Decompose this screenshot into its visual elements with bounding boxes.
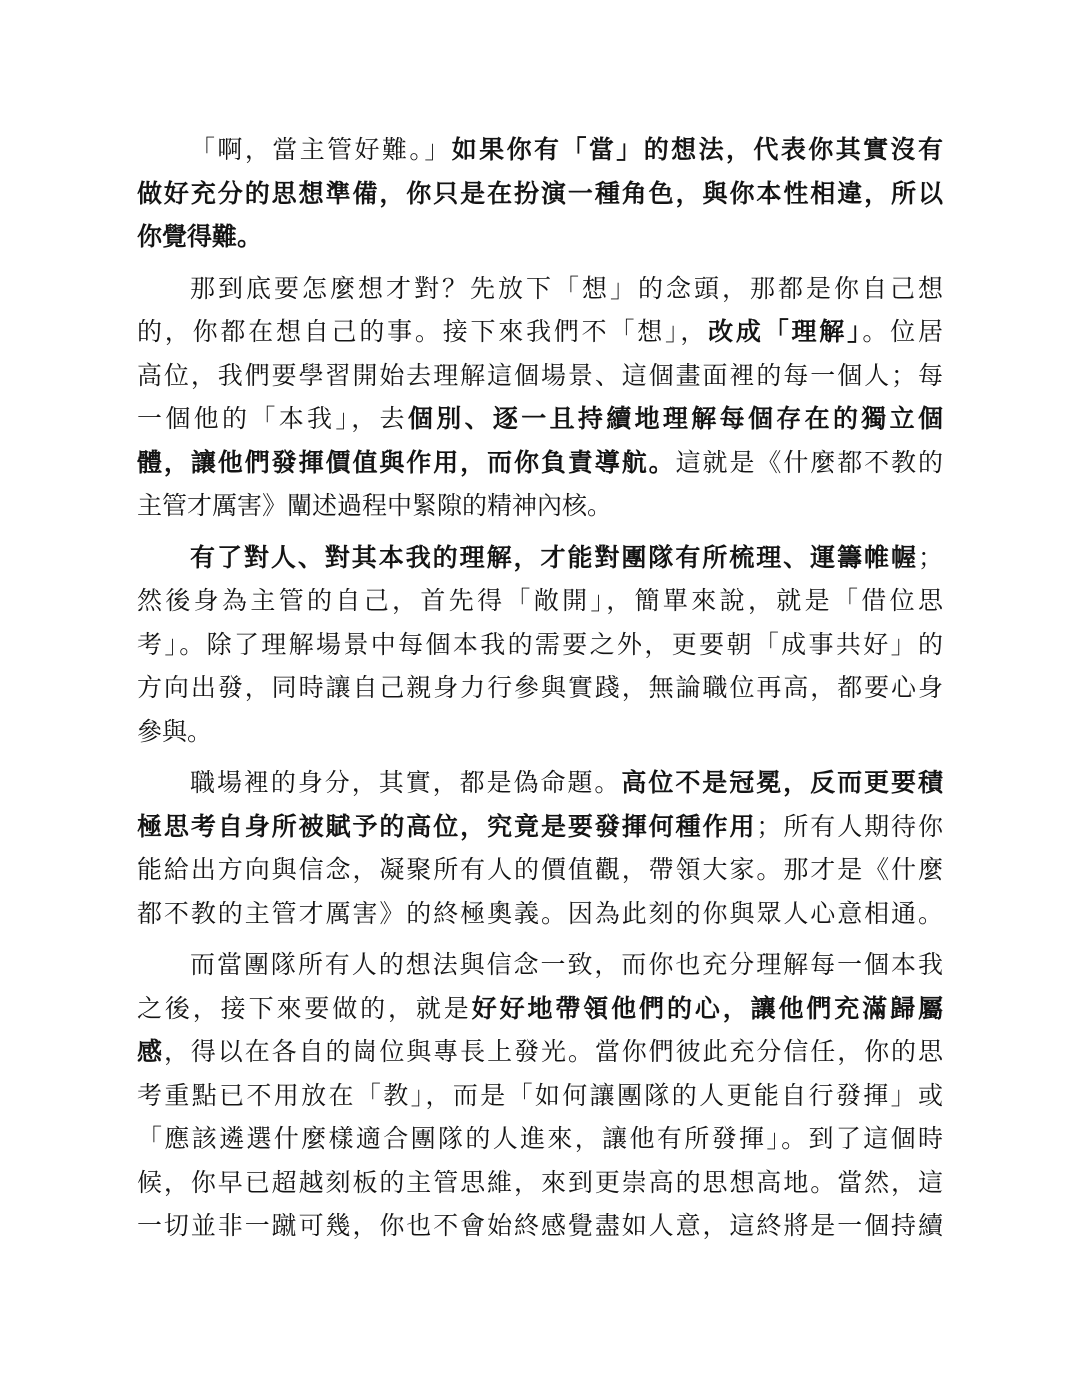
text-run: 然後身為主管的自己，首先得「敞開」，簡單來說，就是「借位思 bbox=[137, 586, 943, 615]
text-run: 「應該遴選什麼樣適合團隊的人進來，讓他有所發揮」。到了這個時 bbox=[137, 1124, 943, 1153]
paragraph-2 bbox=[137, 267, 943, 528]
text-line bbox=[137, 892, 943, 936]
text-run: 一個他的「本我」，去 bbox=[137, 404, 408, 433]
bold-text-run: 體，讓他們發揮價值與作用，而你負責導航。 bbox=[137, 447, 676, 477]
paragraph-5 bbox=[137, 943, 943, 1248]
bold-text-run: 改成「理解」 bbox=[708, 317, 863, 346]
text-line bbox=[137, 848, 943, 892]
text-line bbox=[137, 1074, 943, 1118]
paragraph-3 bbox=[137, 536, 943, 754]
text-run: 參與。 bbox=[137, 716, 213, 746]
text-line bbox=[137, 536, 943, 580]
text-line bbox=[137, 215, 943, 259]
text-run: ；所有人期待你 bbox=[756, 811, 943, 841]
text-line bbox=[137, 354, 943, 398]
text-line bbox=[137, 1204, 943, 1248]
text-run: 方向出發，同時讓自己親身力行參與實踐，無論職位再高，都要心身 bbox=[137, 673, 943, 702]
text-run: 的，你都在想自己的事。接下來我們不「想」， bbox=[137, 317, 709, 346]
text-line bbox=[137, 1030, 943, 1074]
text-line bbox=[137, 267, 943, 311]
bold-text-run: 極思考自身所被賦予的高位，究竟是要發揮何種作用 bbox=[137, 811, 757, 841]
text-line bbox=[137, 484, 943, 528]
bold-text-run: 做好充分的思想準備，你只是在扮演一種角色，與你本性相違，所以 bbox=[137, 178, 943, 208]
bold-text-run: 高位不是冠冕，反而更要積 bbox=[621, 768, 943, 797]
text-line bbox=[137, 623, 943, 667]
text-run: 那到底要怎麼想才對？先放下「想」的念頭，那都是你自己想 bbox=[190, 273, 943, 303]
text-line bbox=[137, 397, 943, 441]
text-run: 一切並非一蹴可幾，你也不會始終感覺盡如人意，這終將是一個持續 bbox=[137, 1211, 943, 1240]
text-run: 「啊，當主管好難。」 bbox=[190, 135, 452, 164]
bold-text-run: 如果你有「當」的想法，代表你其實沒有 bbox=[451, 135, 943, 164]
text-line bbox=[137, 943, 943, 987]
text-line bbox=[137, 579, 943, 623]
bold-text-run: 有了對人、對其本我的理解，才能對團隊有所梳理、運籌帷幄 bbox=[190, 542, 918, 572]
text-run: ，得以在各自的崗位與專長上發光。當你們彼此充分信任，你的思 bbox=[163, 1037, 943, 1066]
text-run: 職場裡的身分，其實，都是偽命題。 bbox=[190, 768, 622, 797]
text-line bbox=[137, 710, 943, 754]
text-line bbox=[137, 666, 943, 710]
text-run: 這就是《什麼都不教的 bbox=[675, 447, 943, 477]
text-run: 主管才厲害》闡述過程中緊隙的精神內核。 bbox=[137, 491, 613, 520]
text-line bbox=[137, 310, 943, 354]
text-run: 能給出方向與信念，凝聚所有人的價值觀，帶領大家。那才是《什麼 bbox=[137, 855, 943, 884]
text-line bbox=[137, 761, 943, 805]
text-run: 高位，我們要學習開始去理解這個場景、這個畫面裡的每一個人；每 bbox=[137, 360, 943, 390]
paragraph-1 bbox=[137, 128, 943, 259]
text-run: ； bbox=[917, 542, 943, 572]
text-line bbox=[137, 987, 943, 1031]
paragraph-4 bbox=[137, 761, 943, 935]
text-run: 都不教的主管才厲害》的終極奧義。因為此刻的你與眾人心意相通。 bbox=[137, 898, 943, 928]
document-text-body bbox=[137, 128, 943, 1256]
text-line bbox=[137, 441, 943, 485]
bold-text-run: 感 bbox=[137, 1037, 164, 1066]
text-run: 考」。除了理解場景中每個本我的需要之外，更要朝「成事共好」的 bbox=[137, 629, 943, 659]
text-run: 而當團隊所有人的想法與信念一致，而你也充分理解每一個本我 bbox=[190, 950, 943, 979]
text-line bbox=[137, 1117, 943, 1161]
bold-text-run: 個別、逐一且持續地理解每個存在的獨立個 bbox=[407, 404, 943, 433]
text-run: 考重點已不用放在「教」，而是「如何讓團隊的人更能自行發揮」或 bbox=[137, 1080, 943, 1110]
text-line bbox=[137, 172, 943, 216]
text-run: 。位居 bbox=[862, 317, 943, 346]
text-line bbox=[137, 128, 943, 172]
bold-text-run: 你覺得難。 bbox=[137, 222, 263, 251]
text-line bbox=[137, 1161, 943, 1205]
text-run: 候，你早已超越刻板的主管思維，來到更崇高的思想高地。當然，這 bbox=[137, 1167, 943, 1197]
bold-text-run: 好好地帶領他們的心，讓他們充滿歸屬 bbox=[471, 993, 943, 1023]
text-line bbox=[137, 805, 943, 849]
text-run: 之後，接下來要做的，就是 bbox=[137, 993, 472, 1023]
